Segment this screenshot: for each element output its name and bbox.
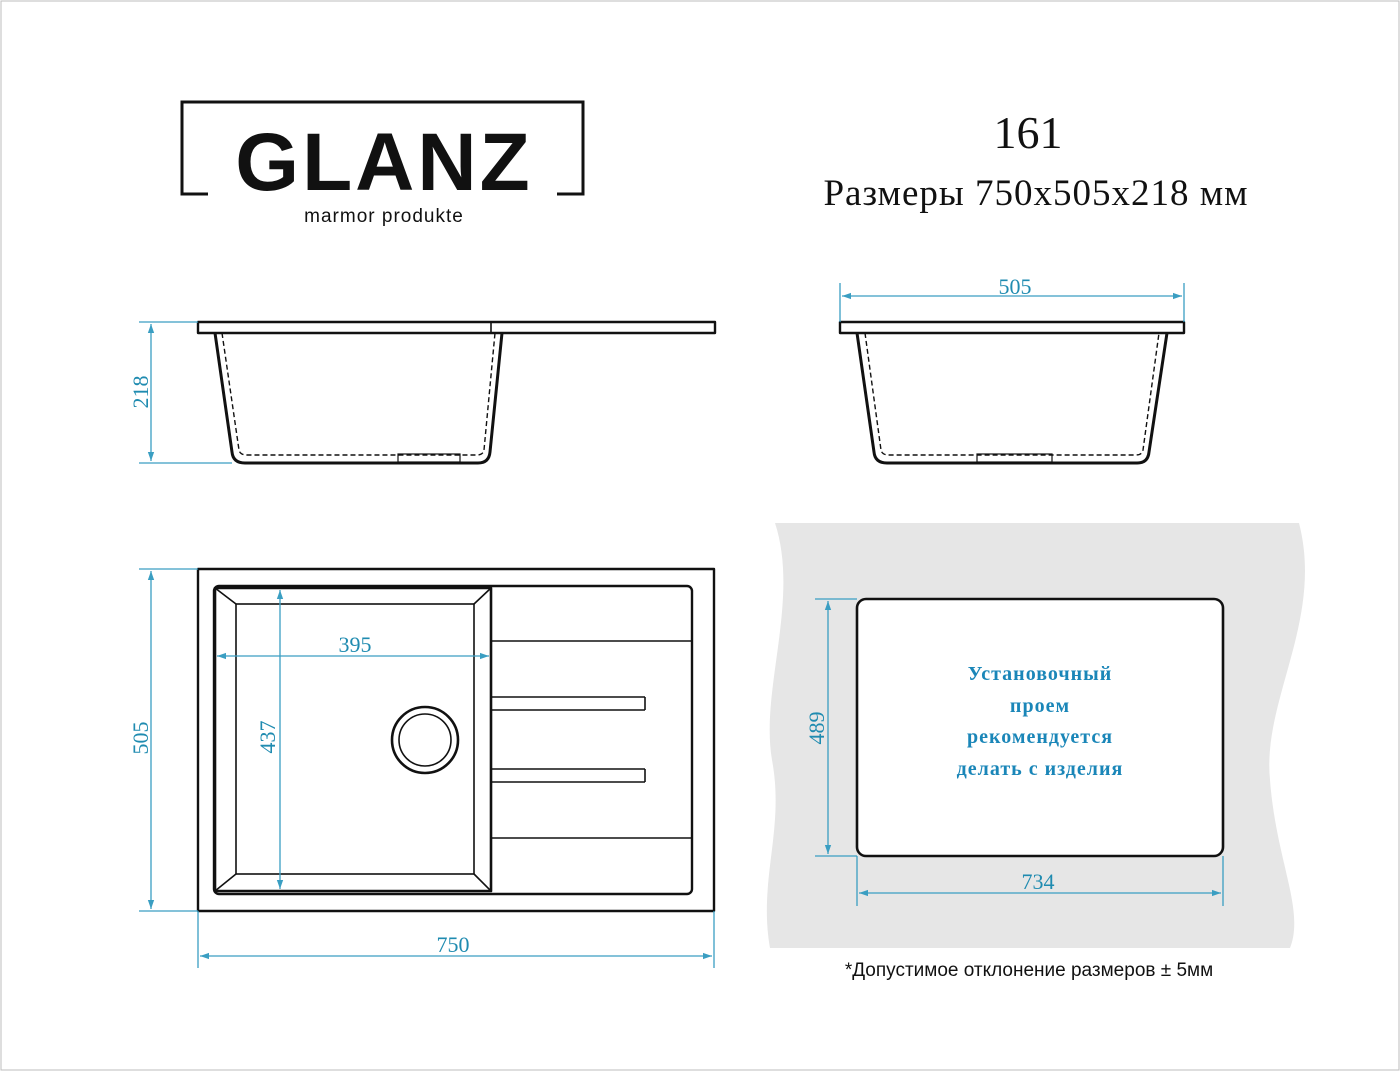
front-width-dimension (840, 274, 1184, 322)
brand-logo (182, 102, 583, 227)
front-view-drawing (840, 322, 1184, 463)
cutout-note-line: делать с изделия (956, 758, 1124, 780)
total-length-value: 750 (436, 932, 470, 957)
bowl-depth-dimension (255, 590, 280, 889)
cutout-note-line: Установочный (967, 663, 1113, 685)
front-width-value: 505 (998, 274, 1032, 299)
model-dimensions: Размеры 750х505х218 мм (823, 173, 1249, 214)
cutout-note-line: проем (1009, 695, 1071, 717)
bowl-depth-value: 437 (255, 720, 280, 754)
total-length-dimension (198, 911, 714, 968)
model-number: 161 (993, 107, 1063, 158)
brand-name: GLANZ (235, 117, 533, 208)
total-depth-dimension (128, 569, 198, 911)
bowl-width-dimension (217, 632, 489, 657)
brand-tagline: marmor produkte (304, 206, 464, 227)
cutout-height-value: 489 (804, 711, 829, 745)
side-height-value: 218 (128, 375, 153, 409)
total-depth-value: 505 (128, 721, 153, 755)
bowl-width-value: 395 (338, 632, 372, 657)
cutout-width-value: 734 (1021, 869, 1055, 894)
side-view-drawing (198, 322, 715, 463)
cutout-note-line: рекомендуется (966, 726, 1114, 748)
tolerance-note: *Допустимое отклонение размеров ± 5мм (844, 960, 1214, 981)
